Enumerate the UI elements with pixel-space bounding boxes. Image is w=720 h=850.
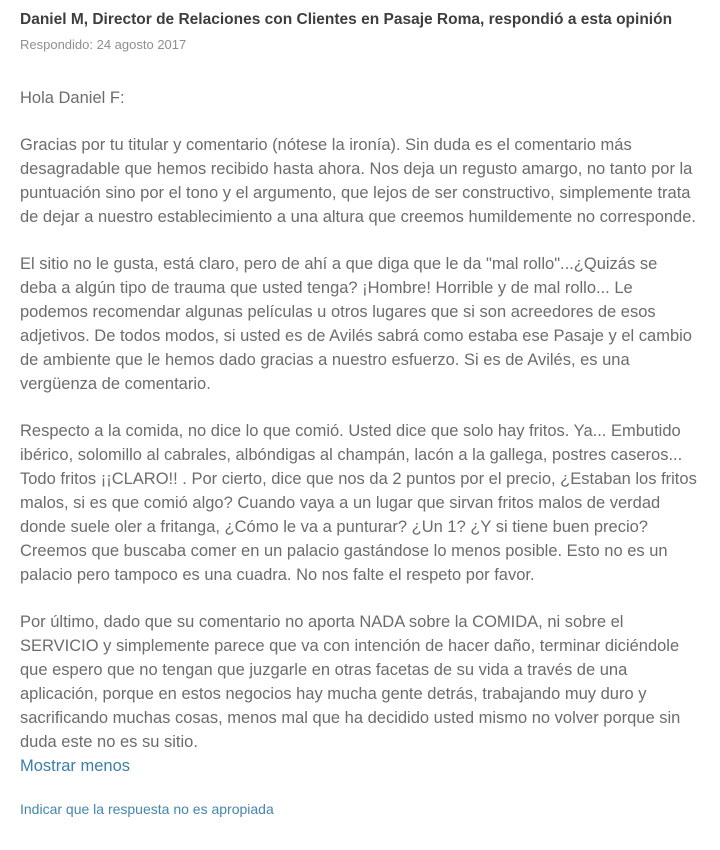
report-row xyxy=(20,800,698,819)
response-paragraph: El sitio no le gusta, está claro, pero de ahí a que diga que le da "mal rollo"...¿Quizás se deba a algún tipo de trauma que usted tenga? ¡Hombre! Horrible y de mal rollo... Le podemos recomendar algunas películas u otros lugares que si son acreedores de esos adjetivos. De todos modos, si usted es de Avilés sabrá como estaba ese Pasaje y el cambio de ambiente que le hemos dado gracias a nuestro esfuerzo. Si es de Avilés, es una vergüenza de comentario. xyxy=(20,255,692,393)
show-less-link[interactable]: Mostrar menos xyxy=(20,757,131,775)
response-paragraph: Gracias por tu titular y comentario (nótese la ironía). Sin duda es el comentario más desagradable que hemos recibido hasta ahora. Nos deja un regusto amargo, no tanto por la puntuación sino por el tono y el argumento, que lejos de ser constructivo, simplemente trata de dejar a nuestro establecimiento a una altura que creemos humildemente no corresponde. xyxy=(20,136,696,226)
owner-response-card xyxy=(20,10,698,819)
response-paragraph: Por último, dado que su comentario no aporta NADA sobre la COMIDA, ni sobre el SERVICIO y simplemente parece que va con intención de hacer daño, terminar diciéndole que espero que no tengan que juzgarle en otras facetas de su vida a través de una aplicación, porque en estos negocios hay mucha gente detrás, trabajando muy duro y sacrificando muchas cosas, menos mal que ha decidido usted mismo no volver porque sin duda este no es su sitio. xyxy=(20,613,681,751)
response-body xyxy=(20,86,698,778)
response-greeting: Hola Daniel F: xyxy=(20,89,125,107)
response-header: Daniel M, Director de Relaciones con Clientes en Pasaje Roma, respondió a esta opinión xyxy=(20,11,673,28)
report-response-link[interactable]: Indicar que la respuesta no es apropiada xyxy=(20,801,274,817)
response-paragraph: Respecto a la comida, no dice lo que comió. Usted dice que solo hay fritos. Ya... Embutido ibérico, solomillo al cabrales, albóndigas al champán, lacón a la gallega, postres caseros... Todo fritos ¡¡CLARO!! . Por cierto, dice que nos da 2 puntos por el precio, ¿Estaban los fritos malos, si es que comió algo? Cuando vaya a un lugar que sirvan fritos malos de verdad donde suele oler a fritanga, ¿Cómo le va a punturar? ¿Un 1? ¿Y si tiene buen precio? Creemos que buscaba comer en un palacio gastándose lo menos posible. Esto no es un palacio pero tampoco es una cuadra. No nos falte el respeto por favor. xyxy=(20,422,697,584)
response-date: Respondido: 24 agosto 2017 xyxy=(20,37,187,52)
